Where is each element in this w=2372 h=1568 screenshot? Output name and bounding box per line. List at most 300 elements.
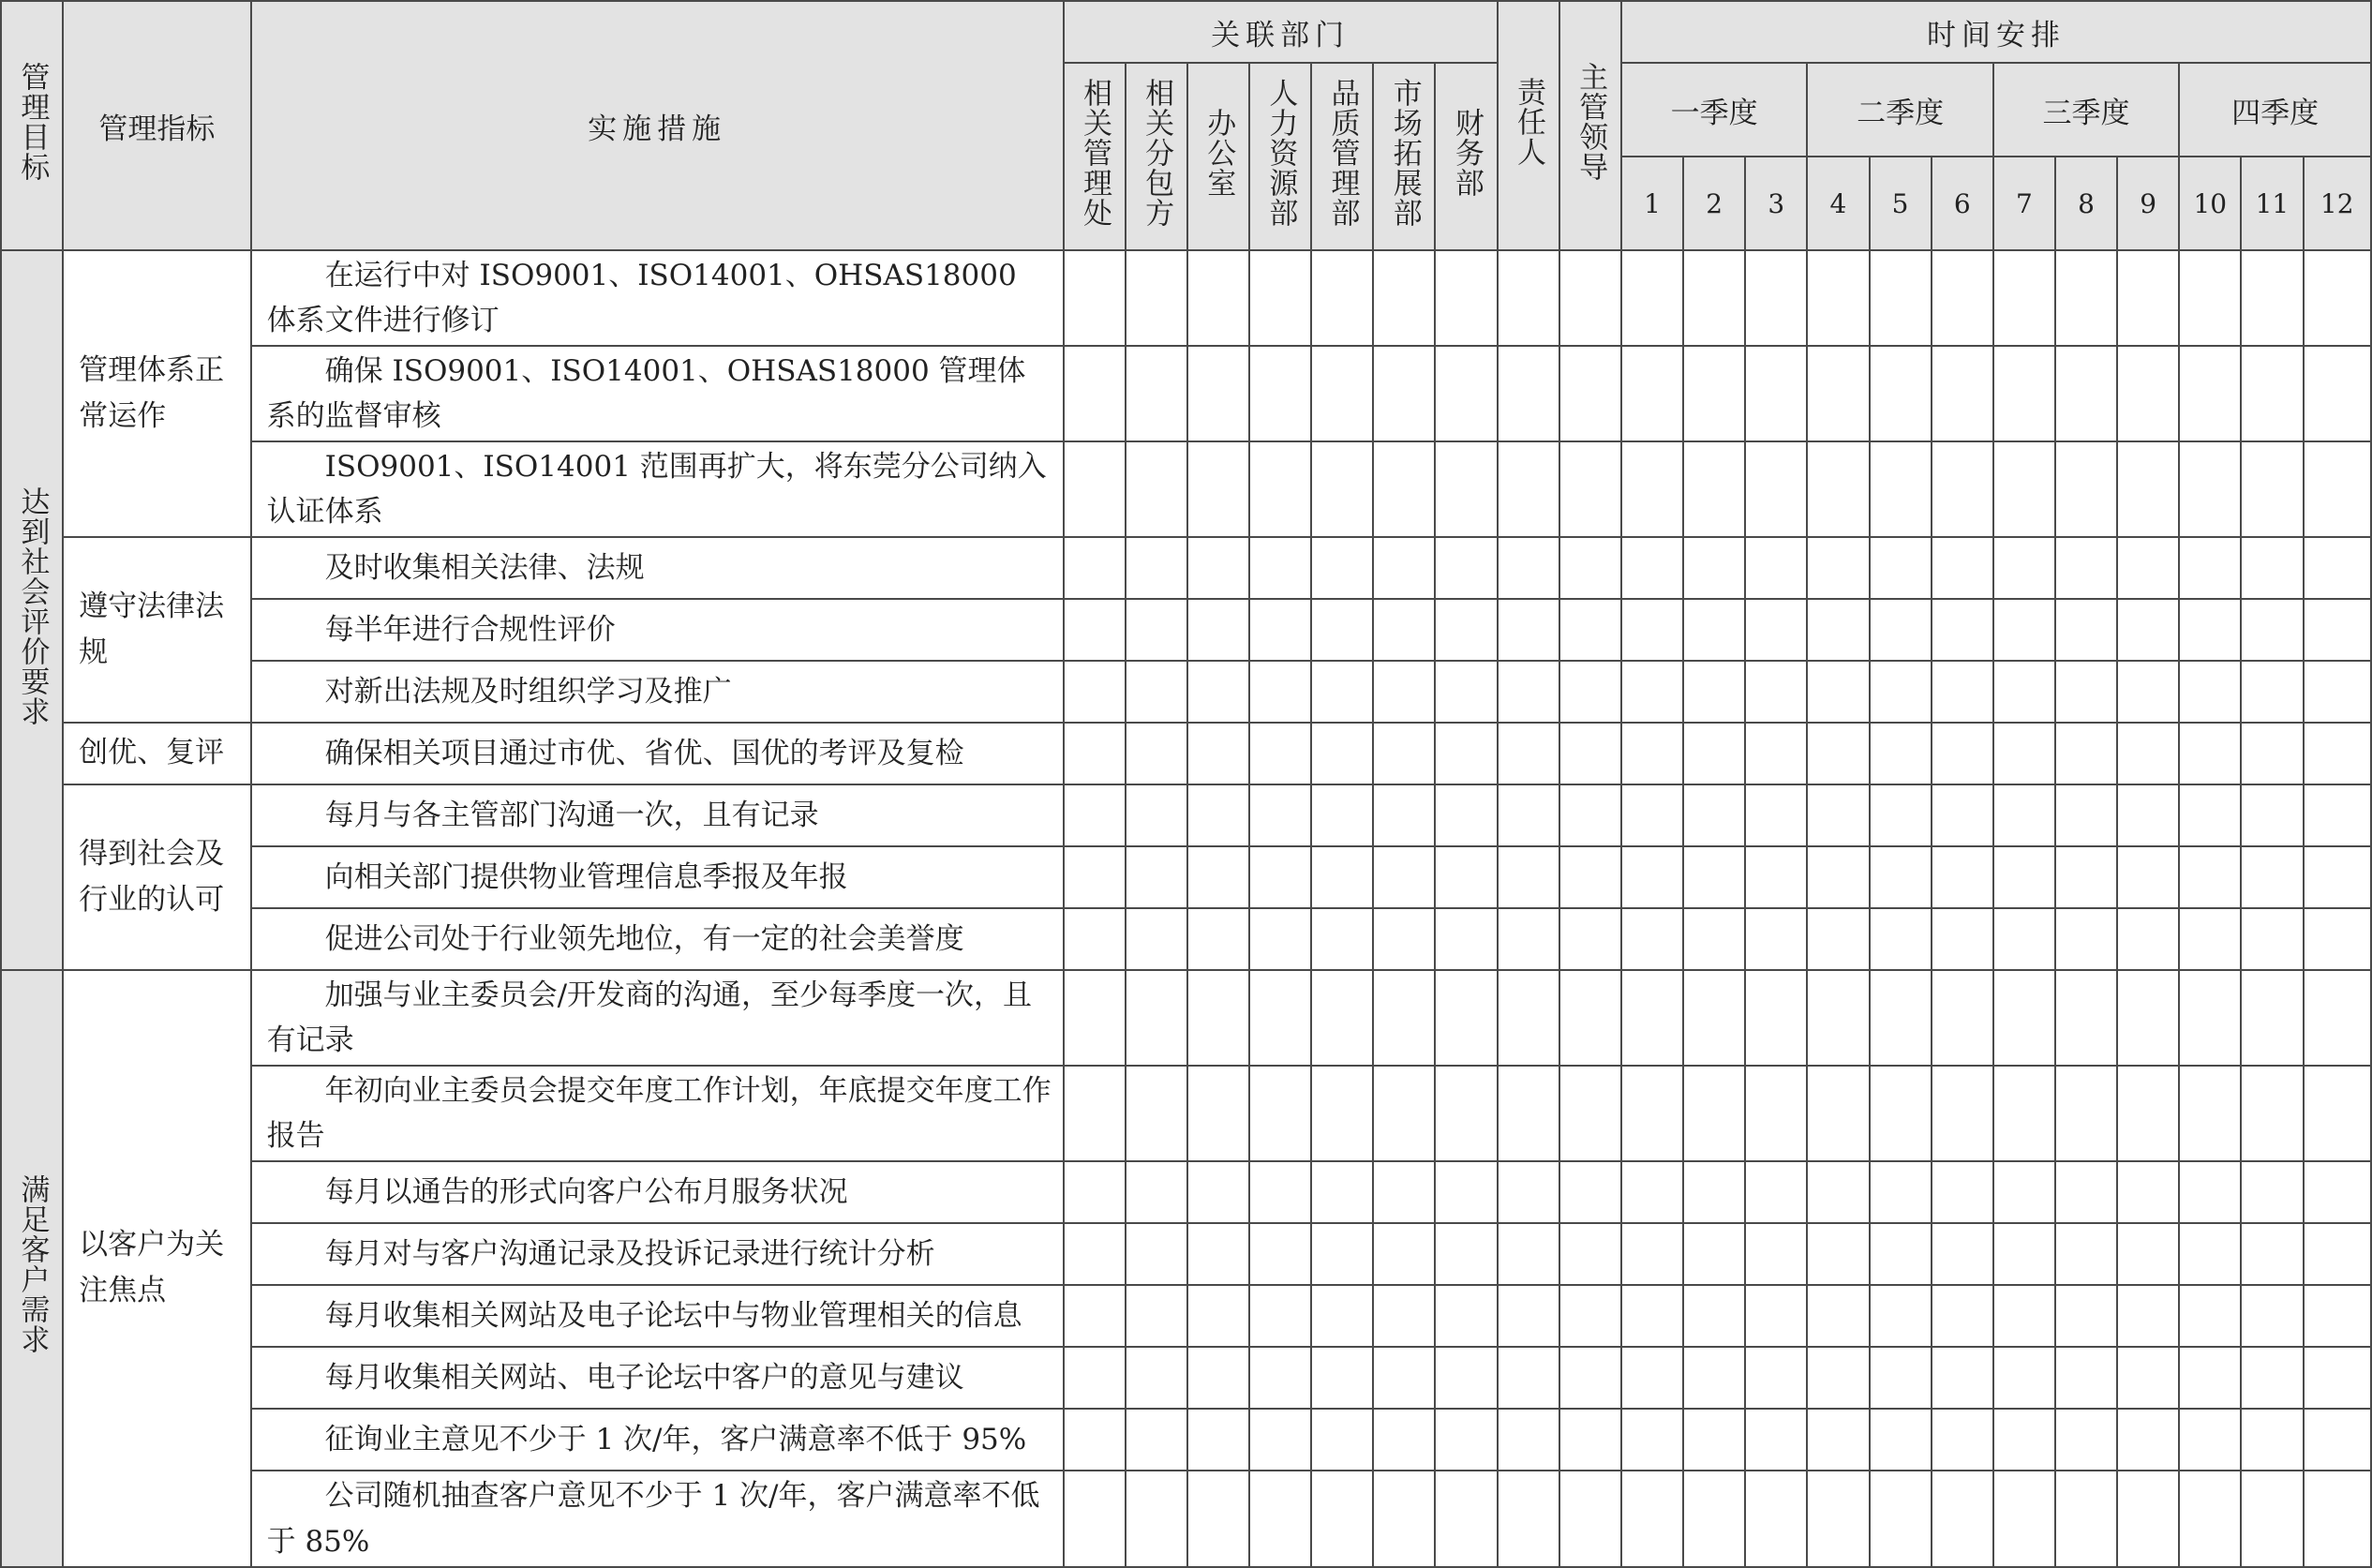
dept-cell[interactable] xyxy=(1435,1285,1497,1347)
month-cell[interactable] xyxy=(1932,1409,1993,1471)
month-cell[interactable] xyxy=(1932,250,1993,346)
month-cell[interactable] xyxy=(1683,1161,1745,1223)
month-cell[interactable] xyxy=(2117,1161,2179,1223)
month-cell[interactable] xyxy=(1621,723,1683,784)
dept-cell[interactable] xyxy=(1435,346,1497,441)
month-cell[interactable] xyxy=(2055,1066,2117,1161)
month-cell[interactable] xyxy=(1807,970,1869,1066)
month-cell[interactable] xyxy=(1932,1285,1993,1347)
month-cell[interactable] xyxy=(1621,784,1683,846)
dept-cell[interactable] xyxy=(1187,908,1249,970)
month-cell[interactable] xyxy=(1993,599,2055,661)
month-cell[interactable] xyxy=(2304,723,2372,784)
dept-cell[interactable] xyxy=(1187,1409,1249,1471)
month-cell[interactable] xyxy=(2241,1223,2303,1285)
dept-cell[interactable] xyxy=(1064,1471,1126,1566)
month-cell[interactable] xyxy=(2304,537,2372,599)
dept-cell[interactable] xyxy=(1373,1161,1435,1223)
month-cell[interactable] xyxy=(1993,846,2055,908)
leader-cell[interactable] xyxy=(1559,1409,1621,1471)
dept-cell[interactable] xyxy=(1187,441,1249,537)
month-cell[interactable] xyxy=(1807,908,1869,970)
month-cell[interactable] xyxy=(2241,537,2303,599)
leader-cell[interactable] xyxy=(1559,846,1621,908)
month-cell[interactable] xyxy=(2179,908,2241,970)
month-cell[interactable] xyxy=(1870,970,1932,1066)
dept-cell[interactable] xyxy=(1311,846,1373,908)
month-cell[interactable] xyxy=(2304,970,2372,1066)
responsible-cell[interactable] xyxy=(1498,723,1559,784)
month-cell[interactable] xyxy=(2241,346,2303,441)
dept-cell[interactable] xyxy=(1373,1066,1435,1161)
month-cell[interactable] xyxy=(2241,1347,2303,1409)
month-cell[interactable] xyxy=(1993,250,2055,346)
month-cell[interactable] xyxy=(2117,784,2179,846)
month-cell[interactable] xyxy=(1621,250,1683,346)
dept-cell[interactable] xyxy=(1311,537,1373,599)
dept-cell[interactable] xyxy=(1311,1285,1373,1347)
month-cell[interactable] xyxy=(2241,1285,2303,1347)
dept-cell[interactable] xyxy=(1311,1066,1373,1161)
dept-cell[interactable] xyxy=(1373,1223,1435,1285)
dept-cell[interactable] xyxy=(1064,250,1126,346)
month-cell[interactable] xyxy=(2179,661,2241,723)
dept-cell[interactable] xyxy=(1435,1471,1497,1566)
month-cell[interactable] xyxy=(1807,1409,1869,1471)
month-cell[interactable] xyxy=(2179,1223,2241,1285)
dept-cell[interactable] xyxy=(1126,784,1187,846)
month-cell[interactable] xyxy=(2179,1471,2241,1566)
dept-cell[interactable] xyxy=(1249,723,1311,784)
dept-cell[interactable] xyxy=(1126,1223,1187,1285)
month-cell[interactable] xyxy=(1993,1223,2055,1285)
dept-cell[interactable] xyxy=(1373,1285,1435,1347)
dept-cell[interactable] xyxy=(1064,1066,1126,1161)
dept-cell[interactable] xyxy=(1373,1347,1435,1409)
dept-cell[interactable] xyxy=(1126,846,1187,908)
month-cell[interactable] xyxy=(1807,346,1869,441)
month-cell[interactable] xyxy=(2304,441,2372,537)
month-cell[interactable] xyxy=(1745,1285,1807,1347)
dept-cell[interactable] xyxy=(1126,1285,1187,1347)
month-cell[interactable] xyxy=(1683,1347,1745,1409)
month-cell[interactable] xyxy=(1993,908,2055,970)
dept-cell[interactable] xyxy=(1435,250,1497,346)
responsible-cell[interactable] xyxy=(1498,908,1559,970)
month-cell[interactable] xyxy=(2304,346,2372,441)
month-cell[interactable] xyxy=(1932,970,1993,1066)
leader-cell[interactable] xyxy=(1559,1471,1621,1566)
dept-cell[interactable] xyxy=(1311,908,1373,970)
month-cell[interactable] xyxy=(2179,846,2241,908)
month-cell[interactable] xyxy=(2179,1066,2241,1161)
dept-cell[interactable] xyxy=(1187,1471,1249,1566)
month-cell[interactable] xyxy=(2179,1409,2241,1471)
dept-cell[interactable] xyxy=(1373,599,1435,661)
month-cell[interactable] xyxy=(1621,1161,1683,1223)
dept-cell[interactable] xyxy=(1126,599,1187,661)
responsible-cell[interactable] xyxy=(1498,1471,1559,1566)
month-cell[interactable] xyxy=(1621,599,1683,661)
month-cell[interactable] xyxy=(1683,1223,1745,1285)
month-cell[interactable] xyxy=(1807,1161,1869,1223)
dept-cell[interactable] xyxy=(1187,599,1249,661)
month-cell[interactable] xyxy=(1993,1409,2055,1471)
month-cell[interactable] xyxy=(1993,1471,2055,1566)
dept-cell[interactable] xyxy=(1126,970,1187,1066)
dept-cell[interactable] xyxy=(1187,661,1249,723)
month-cell[interactable] xyxy=(1745,784,1807,846)
dept-cell[interactable] xyxy=(1435,1409,1497,1471)
responsible-cell[interactable] xyxy=(1498,661,1559,723)
month-cell[interactable] xyxy=(1932,537,1993,599)
dept-cell[interactable] xyxy=(1311,1347,1373,1409)
dept-cell[interactable] xyxy=(1373,846,1435,908)
month-cell[interactable] xyxy=(1870,1285,1932,1347)
dept-cell[interactable] xyxy=(1064,784,1126,846)
month-cell[interactable] xyxy=(1683,846,1745,908)
month-cell[interactable] xyxy=(1745,346,1807,441)
dept-cell[interactable] xyxy=(1187,250,1249,346)
dept-cell[interactable] xyxy=(1373,1409,1435,1471)
month-cell[interactable] xyxy=(1683,441,1745,537)
dept-cell[interactable] xyxy=(1187,970,1249,1066)
month-cell[interactable] xyxy=(1932,599,1993,661)
month-cell[interactable] xyxy=(2304,1066,2372,1161)
dept-cell[interactable] xyxy=(1435,723,1497,784)
dept-cell[interactable] xyxy=(1187,723,1249,784)
month-cell[interactable] xyxy=(1683,1066,1745,1161)
month-cell[interactable] xyxy=(1993,1066,2055,1161)
dept-cell[interactable] xyxy=(1311,723,1373,784)
month-cell[interactable] xyxy=(2241,661,2303,723)
dept-cell[interactable] xyxy=(1249,599,1311,661)
month-cell[interactable] xyxy=(2179,346,2241,441)
month-cell[interactable] xyxy=(1807,1285,1869,1347)
dept-cell[interactable] xyxy=(1064,846,1126,908)
month-cell[interactable] xyxy=(1745,1161,1807,1223)
month-cell[interactable] xyxy=(1932,1161,1993,1223)
month-cell[interactable] xyxy=(1621,537,1683,599)
month-cell[interactable] xyxy=(1807,661,1869,723)
dept-cell[interactable] xyxy=(1249,1285,1311,1347)
dept-cell[interactable] xyxy=(1064,346,1126,441)
dept-cell[interactable] xyxy=(1064,1161,1126,1223)
month-cell[interactable] xyxy=(1745,441,1807,537)
month-cell[interactable] xyxy=(1870,1347,1932,1409)
month-cell[interactable] xyxy=(1870,1471,1932,1566)
dept-cell[interactable] xyxy=(1311,784,1373,846)
month-cell[interactable] xyxy=(2055,1347,2117,1409)
dept-cell[interactable] xyxy=(1311,1471,1373,1566)
month-cell[interactable] xyxy=(1807,723,1869,784)
month-cell[interactable] xyxy=(1932,908,1993,970)
dept-cell[interactable] xyxy=(1187,1223,1249,1285)
dept-cell[interactable] xyxy=(1126,441,1187,537)
month-cell[interactable] xyxy=(2304,1471,2372,1566)
dept-cell[interactable] xyxy=(1249,1161,1311,1223)
dept-cell[interactable] xyxy=(1373,250,1435,346)
month-cell[interactable] xyxy=(2241,723,2303,784)
month-cell[interactable] xyxy=(2055,723,2117,784)
month-cell[interactable] xyxy=(2117,346,2179,441)
month-cell[interactable] xyxy=(1870,908,1932,970)
month-cell[interactable] xyxy=(2304,661,2372,723)
dept-cell[interactable] xyxy=(1064,908,1126,970)
month-cell[interactable] xyxy=(1993,661,2055,723)
month-cell[interactable] xyxy=(1683,1471,1745,1566)
month-cell[interactable] xyxy=(2055,1409,2117,1471)
dept-cell[interactable] xyxy=(1064,537,1126,599)
leader-cell[interactable] xyxy=(1559,1223,1621,1285)
dept-cell[interactable] xyxy=(1311,1409,1373,1471)
month-cell[interactable] xyxy=(1807,441,1869,537)
month-cell[interactable] xyxy=(2117,723,2179,784)
month-cell[interactable] xyxy=(2304,1223,2372,1285)
dept-cell[interactable] xyxy=(1249,441,1311,537)
month-cell[interactable] xyxy=(2055,1285,2117,1347)
month-cell[interactable] xyxy=(1621,908,1683,970)
dept-cell[interactable] xyxy=(1249,1347,1311,1409)
dept-cell[interactable] xyxy=(1187,346,1249,441)
month-cell[interactable] xyxy=(2117,970,2179,1066)
month-cell[interactable] xyxy=(1621,661,1683,723)
month-cell[interactable] xyxy=(2055,1471,2117,1566)
month-cell[interactable] xyxy=(2055,661,2117,723)
month-cell[interactable] xyxy=(2304,250,2372,346)
month-cell[interactable] xyxy=(1745,1223,1807,1285)
month-cell[interactable] xyxy=(1745,846,1807,908)
month-cell[interactable] xyxy=(2179,537,2241,599)
month-cell[interactable] xyxy=(1870,250,1932,346)
month-cell[interactable] xyxy=(2117,599,2179,661)
month-cell[interactable] xyxy=(1993,1347,2055,1409)
responsible-cell[interactable] xyxy=(1498,1409,1559,1471)
dept-cell[interactable] xyxy=(1064,970,1126,1066)
month-cell[interactable] xyxy=(1621,1409,1683,1471)
month-cell[interactable] xyxy=(2304,1347,2372,1409)
month-cell[interactable] xyxy=(2241,441,2303,537)
dept-cell[interactable] xyxy=(1187,537,1249,599)
month-cell[interactable] xyxy=(1683,346,1745,441)
month-cell[interactable] xyxy=(2055,346,2117,441)
dept-cell[interactable] xyxy=(1126,537,1187,599)
leader-cell[interactable] xyxy=(1559,661,1621,723)
month-cell[interactable] xyxy=(2241,1161,2303,1223)
month-cell[interactable] xyxy=(2117,661,2179,723)
month-cell[interactable] xyxy=(2117,1066,2179,1161)
month-cell[interactable] xyxy=(2304,1161,2372,1223)
month-cell[interactable] xyxy=(2055,846,2117,908)
dept-cell[interactable] xyxy=(1249,250,1311,346)
month-cell[interactable] xyxy=(1683,250,1745,346)
month-cell[interactable] xyxy=(2179,723,2241,784)
dept-cell[interactable] xyxy=(1435,537,1497,599)
leader-cell[interactable] xyxy=(1559,1161,1621,1223)
month-cell[interactable] xyxy=(2241,1471,2303,1566)
month-cell[interactable] xyxy=(1683,537,1745,599)
month-cell[interactable] xyxy=(1870,1409,1932,1471)
leader-cell[interactable] xyxy=(1559,1347,1621,1409)
dept-cell[interactable] xyxy=(1126,1161,1187,1223)
dept-cell[interactable] xyxy=(1126,1409,1187,1471)
dept-cell[interactable] xyxy=(1373,723,1435,784)
month-cell[interactable] xyxy=(1621,1285,1683,1347)
month-cell[interactable] xyxy=(1870,784,1932,846)
leader-cell[interactable] xyxy=(1559,537,1621,599)
month-cell[interactable] xyxy=(2117,1347,2179,1409)
dept-cell[interactable] xyxy=(1435,661,1497,723)
dept-cell[interactable] xyxy=(1311,661,1373,723)
month-cell[interactable] xyxy=(1870,537,1932,599)
month-cell[interactable] xyxy=(2241,1066,2303,1161)
month-cell[interactable] xyxy=(2055,970,2117,1066)
dept-cell[interactable] xyxy=(1311,1223,1373,1285)
dept-cell[interactable] xyxy=(1064,1409,1126,1471)
month-cell[interactable] xyxy=(1932,723,1993,784)
month-cell[interactable] xyxy=(2179,970,2241,1066)
month-cell[interactable] xyxy=(2055,1223,2117,1285)
month-cell[interactable] xyxy=(2241,1409,2303,1471)
dept-cell[interactable] xyxy=(1373,784,1435,846)
month-cell[interactable] xyxy=(1683,1409,1745,1471)
dept-cell[interactable] xyxy=(1311,599,1373,661)
month-cell[interactable] xyxy=(2117,846,2179,908)
month-cell[interactable] xyxy=(1807,1347,1869,1409)
dept-cell[interactable] xyxy=(1311,346,1373,441)
month-cell[interactable] xyxy=(1993,441,2055,537)
month-cell[interactable] xyxy=(2117,1471,2179,1566)
month-cell[interactable] xyxy=(1683,599,1745,661)
month-cell[interactable] xyxy=(1683,661,1745,723)
dept-cell[interactable] xyxy=(1311,1161,1373,1223)
month-cell[interactable] xyxy=(1807,537,1869,599)
dept-cell[interactable] xyxy=(1435,1223,1497,1285)
month-cell[interactable] xyxy=(2055,250,2117,346)
dept-cell[interactable] xyxy=(1435,1066,1497,1161)
month-cell[interactable] xyxy=(1621,1066,1683,1161)
month-cell[interactable] xyxy=(1870,599,1932,661)
month-cell[interactable] xyxy=(1745,1347,1807,1409)
month-cell[interactable] xyxy=(1807,846,1869,908)
dept-cell[interactable] xyxy=(1435,908,1497,970)
dept-cell[interactable] xyxy=(1064,661,1126,723)
month-cell[interactable] xyxy=(1932,1066,1993,1161)
month-cell[interactable] xyxy=(1683,970,1745,1066)
month-cell[interactable] xyxy=(1807,1471,1869,1566)
month-cell[interactable] xyxy=(2179,250,2241,346)
responsible-cell[interactable] xyxy=(1498,346,1559,441)
dept-cell[interactable] xyxy=(1435,599,1497,661)
month-cell[interactable] xyxy=(1993,723,2055,784)
dept-cell[interactable] xyxy=(1249,970,1311,1066)
dept-cell[interactable] xyxy=(1187,1161,1249,1223)
month-cell[interactable] xyxy=(2117,537,2179,599)
month-cell[interactable] xyxy=(1932,1223,1993,1285)
month-cell[interactable] xyxy=(1807,1066,1869,1161)
leader-cell[interactable] xyxy=(1559,970,1621,1066)
month-cell[interactable] xyxy=(2179,1161,2241,1223)
dept-cell[interactable] xyxy=(1435,441,1497,537)
dept-cell[interactable] xyxy=(1373,1471,1435,1566)
month-cell[interactable] xyxy=(1683,784,1745,846)
month-cell[interactable] xyxy=(1683,908,1745,970)
month-cell[interactable] xyxy=(1807,1223,1869,1285)
dept-cell[interactable] xyxy=(1064,1347,1126,1409)
month-cell[interactable] xyxy=(2241,784,2303,846)
dept-cell[interactable] xyxy=(1064,1223,1126,1285)
dept-cell[interactable] xyxy=(1187,784,1249,846)
dept-cell[interactable] xyxy=(1187,1285,1249,1347)
month-cell[interactable] xyxy=(2179,441,2241,537)
month-cell[interactable] xyxy=(2117,1409,2179,1471)
responsible-cell[interactable] xyxy=(1498,537,1559,599)
responsible-cell[interactable] xyxy=(1498,441,1559,537)
responsible-cell[interactable] xyxy=(1498,1223,1559,1285)
month-cell[interactable] xyxy=(1870,346,1932,441)
month-cell[interactable] xyxy=(2117,250,2179,346)
month-cell[interactable] xyxy=(1932,1471,1993,1566)
responsible-cell[interactable] xyxy=(1498,1347,1559,1409)
dept-cell[interactable] xyxy=(1373,970,1435,1066)
month-cell[interactable] xyxy=(1993,970,2055,1066)
month-cell[interactable] xyxy=(1932,784,1993,846)
responsible-cell[interactable] xyxy=(1498,846,1559,908)
dept-cell[interactable] xyxy=(1311,970,1373,1066)
month-cell[interactable] xyxy=(1745,1471,1807,1566)
responsible-cell[interactable] xyxy=(1498,784,1559,846)
leader-cell[interactable] xyxy=(1559,250,1621,346)
dept-cell[interactable] xyxy=(1187,1066,1249,1161)
month-cell[interactable] xyxy=(2117,1223,2179,1285)
month-cell[interactable] xyxy=(2117,441,2179,537)
month-cell[interactable] xyxy=(1870,661,1932,723)
month-cell[interactable] xyxy=(2241,970,2303,1066)
dept-cell[interactable] xyxy=(1435,784,1497,846)
responsible-cell[interactable] xyxy=(1498,1161,1559,1223)
month-cell[interactable] xyxy=(1621,346,1683,441)
month-cell[interactable] xyxy=(2241,599,2303,661)
month-cell[interactable] xyxy=(1745,250,1807,346)
month-cell[interactable] xyxy=(2179,599,2241,661)
leader-cell[interactable] xyxy=(1559,441,1621,537)
month-cell[interactable] xyxy=(2055,908,2117,970)
dept-cell[interactable] xyxy=(1249,661,1311,723)
dept-cell[interactable] xyxy=(1126,1471,1187,1566)
dept-cell[interactable] xyxy=(1435,1347,1497,1409)
month-cell[interactable] xyxy=(2055,784,2117,846)
dept-cell[interactable] xyxy=(1249,537,1311,599)
month-cell[interactable] xyxy=(1932,846,1993,908)
month-cell[interactable] xyxy=(2304,846,2372,908)
dept-cell[interactable] xyxy=(1126,1066,1187,1161)
month-cell[interactable] xyxy=(2304,908,2372,970)
dept-cell[interactable] xyxy=(1249,346,1311,441)
month-cell[interactable] xyxy=(1932,346,1993,441)
month-cell[interactable] xyxy=(1745,1409,1807,1471)
month-cell[interactable] xyxy=(1870,723,1932,784)
month-cell[interactable] xyxy=(2304,784,2372,846)
dept-cell[interactable] xyxy=(1249,1409,1311,1471)
month-cell[interactable] xyxy=(1745,599,1807,661)
month-cell[interactable] xyxy=(2055,1161,2117,1223)
month-cell[interactable] xyxy=(1870,1066,1932,1161)
month-cell[interactable] xyxy=(1621,1223,1683,1285)
month-cell[interactable] xyxy=(1683,1285,1745,1347)
month-cell[interactable] xyxy=(1745,537,1807,599)
responsible-cell[interactable] xyxy=(1498,970,1559,1066)
dept-cell[interactable] xyxy=(1126,346,1187,441)
